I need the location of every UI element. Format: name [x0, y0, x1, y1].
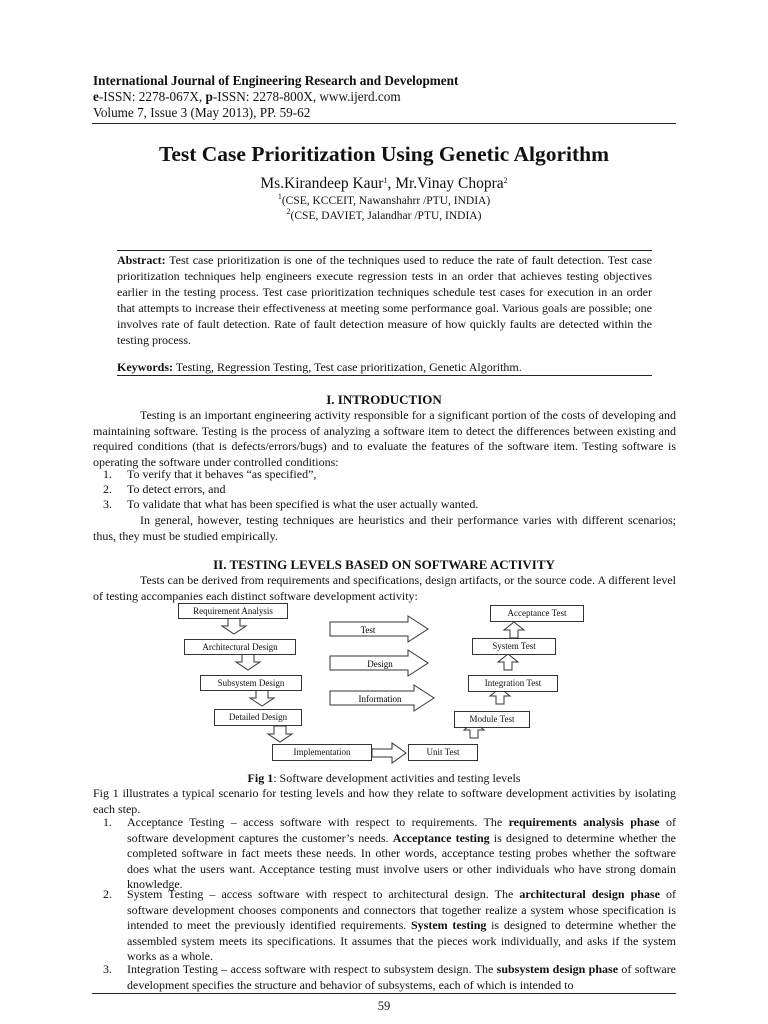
issn-line: e-ISSN: 2278-067X, p-ISSN: 2278-800X, www.ijerd.com [93, 89, 401, 104]
test-arrow [330, 616, 428, 642]
testing-levels-paragraph: Tests can be derived from requirements and specifications, design artifacts, or the source code. A different level of testing accompanies each distinct software development activity: [93, 573, 676, 603]
header-rule [92, 123, 676, 124]
intro-paragraph-2: In general, however, testing techniques are heuristics and their performance varies with different scenarios; thus, they must be studied empirically. [93, 513, 676, 543]
right-arrow [372, 743, 406, 763]
section-heading-introduction: I. INTRODUCTION [326, 392, 442, 407]
affiliation-1: $^1$(CSE, KCCEIT, Nawanshahrr /PTU, INDIA) [277, 192, 491, 207]
box-architectural-design: Architectural Design [184, 639, 296, 655]
intro-paragraph: Testing is an important engineering activity responsible for a significant portion of the costs of developing and maintaining software. Testing is the process of analyzing a software item to detect the differences between existing and required conditions (that is defects/errors/bugs) and to evaluate the features of the software item. Testing software is operating the software under controlled conditions: [93, 408, 676, 469]
box-implementation: Implementation [272, 744, 372, 761]
abstract-bottom-rule [117, 375, 652, 376]
list-item: 1. To verify that it behaves “as specified”, [103, 467, 317, 481]
down-arrow [236, 654, 260, 670]
figure-1-diagram [170, 600, 600, 770]
down-arrow [268, 726, 292, 742]
figure-caption: Fig 1: Software development activities and testing levels [247, 771, 521, 785]
test-arrow-label: Test [360, 625, 376, 635]
authors: Ms.Kirandeep Kaur$^1$, Mr.Vinay Chopra$^2$ [260, 175, 508, 192]
down-arrow [250, 690, 274, 706]
box-system-test: System Test [472, 638, 556, 655]
list-item: 2. System Testing – access software with respect to architectural design. The architectural design phase of software development chooses components and connectors that together realize a system whose specification is intended to meet the previously identified requirements. System testing is designed to determine whether the assembled system meets its specifications. It assumes that the pieces work individually, and asks if the system works as a whole. [103, 887, 676, 963]
abstract-top-rule [117, 250, 652, 251]
section-heading-testing-levels: II. TESTING LEVELS BASED ON SOFTWARE ACTIVITY [213, 557, 555, 572]
up-arrow [504, 622, 524, 638]
box-subsystem-design: Subsystem Design [200, 675, 302, 691]
down-arrow [222, 618, 246, 634]
affiliation-2: $^2$(CSE, DAVIET, Jalandhar /PTU, INDIA) [286, 207, 482, 222]
box-module-test: Module Test [454, 711, 530, 728]
list-item: 2. To detect errors, and [103, 482, 226, 496]
box-unit-test: Unit Test [408, 744, 478, 761]
box-requirement-analysis: Requirement Analysis [178, 603, 288, 619]
box-acceptance-test: Acceptance Test [490, 605, 584, 622]
list-item: 1. Acceptance Testing – access software with respect to requirements. The requirements analysis phase of software development captures the customer’s needs. Acceptance testing is designed to determine whether the completed software in fact meets these needs. In other words, acceptance testing probes whether the software does what the users want. Acceptance testing must involve users or other individuals who have strong domain knowledge. [103, 815, 677, 891]
page-number: 59 [377, 999, 391, 1013]
box-detailed-design: Detailed Design [214, 709, 302, 726]
list-item: 3. To validate that what has been specified is what the user actually wanted. [103, 497, 479, 511]
footer-rule [92, 993, 676, 994]
paper-title: Test Case Prioritization Using Genetic Algorithm [158, 142, 610, 166]
information-arrow-label: Information [358, 694, 402, 704]
journal-name: International Journal of Engineering Research and Development [93, 73, 459, 88]
abstract: Abstract: Test case prioritization is one of the techniques used to reduce the rate of fault detection. Test case prioritization techniques help engineers execute regression tests in an order that achieves testing objectives earlier in the testing process. Test case prioritization techniques schedule test cases for execution in an order that attempts to increase their effectiveness at meeting some performance goal. Various goals are possible; one involves rate of fault detection. Rate of fault detection measure of how quickly faults are detected within the testing process. [117, 253, 652, 347]
up-arrow [498, 654, 518, 670]
figure-description-paragraph: Fig 1 illustrates a typical scenario for testing levels and how they relate to software development activities by isolating each step. [93, 786, 676, 816]
volume-line: Volume 7, Issue 3 (May 2013), PP. 59-62 [93, 105, 311, 120]
design-arrow-label: Design [367, 659, 393, 669]
list-item: 3. Integration Testing – access software with respect to subsystem design. The subsystem design phase of software development specifies the structure and behavior of subsystems, each of which is intended to [103, 962, 677, 992]
box-integration-test: Integration Test [468, 675, 558, 692]
keywords: Keywords: Testing, Regression Testing, Test case prioritization, Genetic Algorithm. [117, 360, 522, 374]
